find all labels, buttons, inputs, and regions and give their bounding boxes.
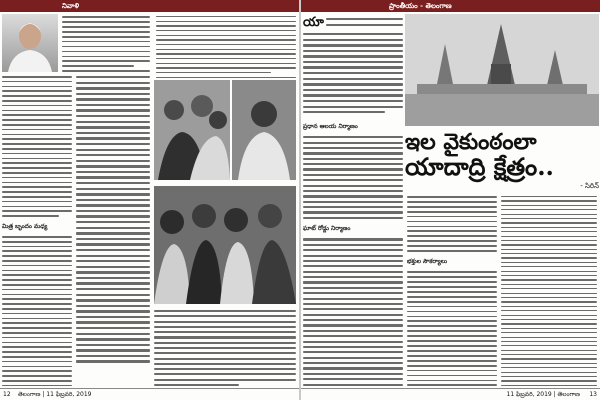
lead-text-block	[303, 16, 403, 116]
right-section-label: ప్రాంతీయం - తెలంగాణ	[389, 2, 452, 10]
crowd-photo	[154, 80, 230, 180]
left-page-number: 12	[3, 391, 11, 398]
speaker-photo	[232, 80, 296, 180]
right-page-header	[301, 0, 600, 12]
right-subhead-1: ప్రధాన ఆలయ నిర్మాణం	[303, 123, 358, 130]
headline-line-1: ఇల వైకుంఠంలా	[405, 129, 537, 155]
right-subhead-2: ఘాట్ రోడ్డు నిర్మాణం	[303, 225, 351, 233]
right-footer-text: 11 ఫిబ్రవరి, 2019 | తెలంగాణ	[506, 391, 580, 398]
right-footer	[301, 388, 600, 400]
left-page	[0, 0, 299, 400]
article-column-top-right	[156, 16, 296, 78]
portrait-figure	[2, 14, 58, 72]
left-page-header	[0, 0, 299, 12]
left-footer-text: తెలంగాణ | 11 ఫిబ్రవరి, 2019	[18, 391, 92, 398]
article-column-bottom	[154, 310, 296, 386]
right-article-column-2	[407, 196, 497, 386]
right-article-column-3	[501, 196, 597, 386]
headline	[405, 130, 599, 192]
left-footer	[0, 388, 299, 400]
group-figures	[154, 186, 296, 304]
article-column-left	[2, 76, 72, 386]
intro-text-block	[62, 16, 150, 72]
article-column-middle	[76, 76, 150, 386]
speaker-figure	[232, 80, 296, 180]
byline: - సిరిన్	[580, 182, 599, 190]
headline-line-2: యాదాద్రి క్షేత్రం..	[405, 152, 554, 181]
temple-illustration	[405, 14, 599, 126]
group-photo	[154, 186, 296, 304]
right-page	[301, 0, 600, 400]
portrait-photo	[2, 14, 58, 72]
right-subhead-3: భక్తుల సౌకర్యాలు	[407, 258, 448, 266]
crowd-figures	[154, 80, 230, 180]
right-page-number: 13	[589, 391, 597, 398]
drop-cap: యా	[303, 16, 324, 30]
left-subhead-1: మిత్ర బృందం మధ్య	[2, 222, 48, 230]
right-article-column-1	[303, 120, 403, 386]
temple-photo	[405, 14, 599, 126]
left-section-label: నివాళి	[62, 2, 80, 10]
